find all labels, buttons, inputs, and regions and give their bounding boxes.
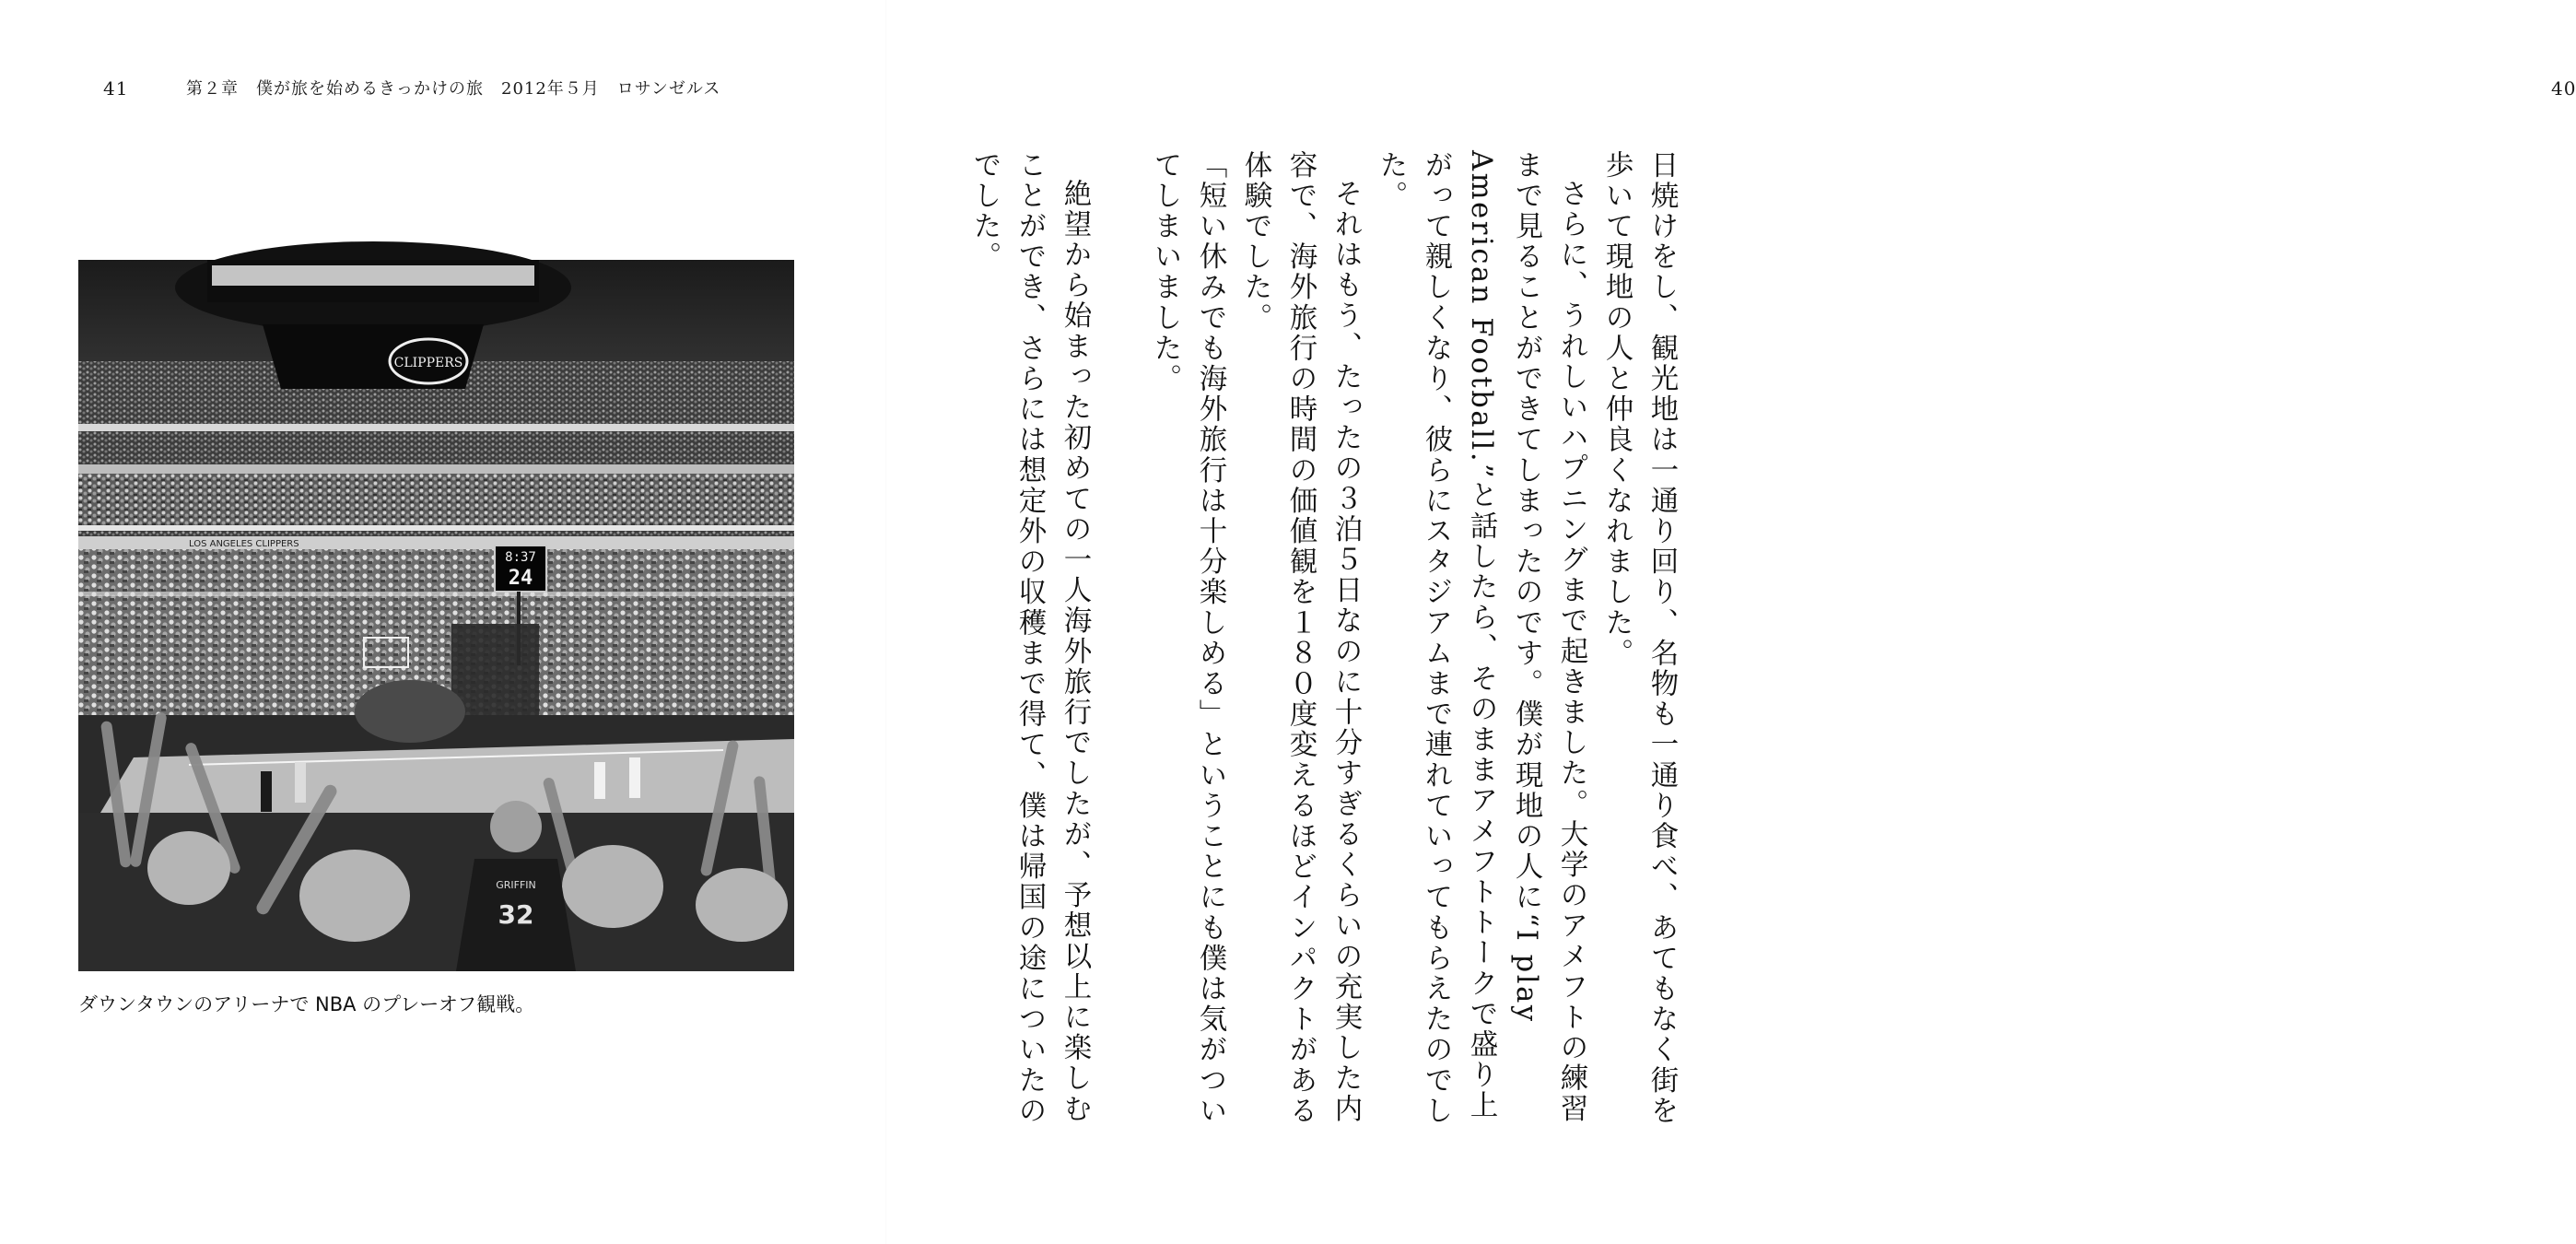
jumbotron-logo: CLIPPERS (393, 356, 463, 370)
photo-caption: ダウンタウンのアリーナで NBA のプレーオフ観戦。 (78, 993, 535, 1015)
left-page (0, 0, 886, 1244)
arena-photo-drawing (78, 260, 794, 971)
body-text (962, 150, 1684, 1145)
banner-text: LOS ANGELES CLIPPERS (189, 539, 299, 549)
shot-clock: 24 (508, 567, 533, 590)
jersey-number: 32 (498, 899, 534, 930)
scoreboard-time: 8:37 (505, 550, 536, 565)
page-number-left: 41 (103, 77, 129, 100)
paragraph-3: それはもう、たったの３泊５日なのに十分すぎるくらいの充実した内容で、海外旅行の時間の価値観を１８０度変えるほどインパクトがある体験でした。 (1239, 150, 1362, 1127)
paragraph-2: さらに、うれしいハプニングまで起きました。大学のアメフトの練習まで見ることができてしまったのです。僕が現地の人に“I play American Football.”と話したら、そのままアメフトトークで盛り上がって親しくなり、彼らにスタジアムまで連れていってもらえたのでした。 (1375, 150, 1587, 1127)
jersey-name: GRIFFIN (496, 879, 536, 891)
arena-photo (78, 260, 794, 971)
running-head: 第２章 僕が旅を始めるきっかけの旅 2012年５月 ロサンゼルス (186, 79, 721, 99)
paragraph-1: 日焼けをし、観光地は一通り回り、名物も一通り食べ、あてもなく街を歩いて現地の人と仲良くなれました。 (1600, 150, 1678, 1127)
paragraph-5: 絶望から始まった初めての一人海外旅行でしたが、予想以上に楽しむことができ、さらには想定外の収穫まで得て、僕は帰国の途についたのでした。 (968, 150, 1091, 1127)
paragraph-4: 「短い休みでも海外旅行は十分楽しめる」ということにも僕は気がついてしまいました。 (1149, 150, 1226, 1127)
paragraph-gap (1097, 150, 1142, 1145)
page-number-right: 40 (2551, 77, 2576, 100)
